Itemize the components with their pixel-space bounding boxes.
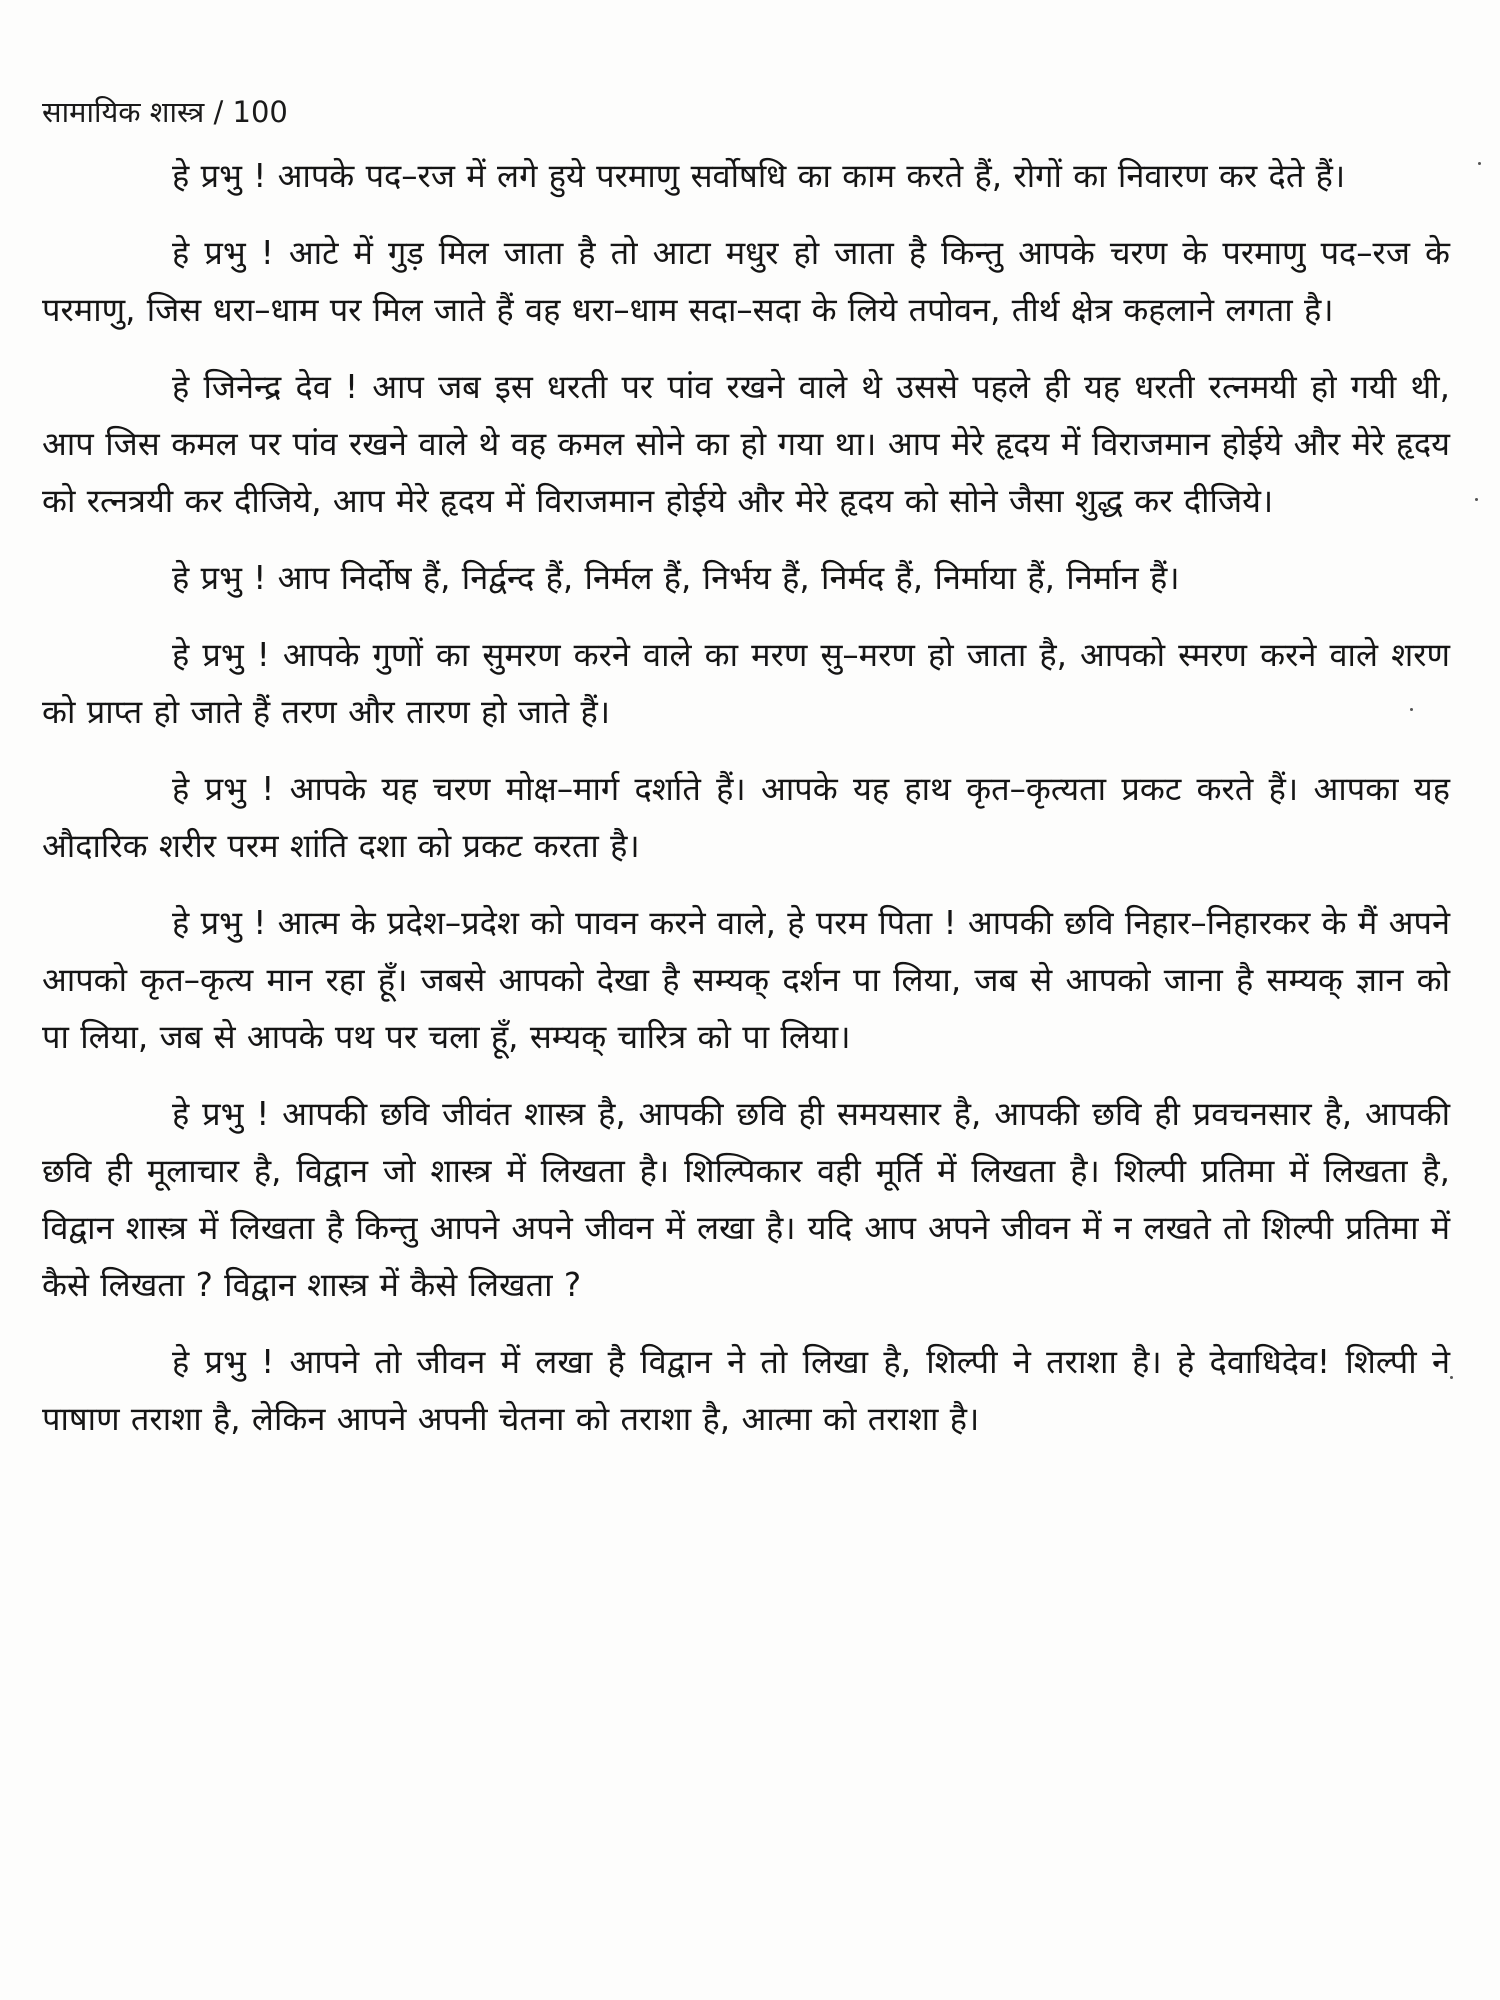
paragraph-1: हे प्रभु ! आपके पद–रज में लगे हुये परमाणु सर्वोषधि का काम करते हैं, रोगों का निवारण कर देते हैं। bbox=[172, 157, 1346, 195]
paragraph-5: हे प्रभु ! आपके गुणों का सुमरण करने वाले का मरण सु–मरण हो जाता है, आपको स्मरण करने वाले शरण को प्राप्त हो जाते हैं तरण और तारण हो जाते हैं। bbox=[42, 636, 1450, 731]
scan-speck bbox=[1478, 162, 1481, 165]
paragraph-6: हे प्रभु ! आपके यह चरण मोक्ष–मार्ग दर्शाते हैं। आपके यह हाथ कृत–कृत्यता प्रकट करते हैं। आपका यह औदारिक शरीर परम शांति दशा को प्रकट करता है। bbox=[42, 770, 1450, 865]
scan-speck bbox=[1475, 498, 1478, 501]
body-text bbox=[42, 148, 1450, 1448]
paragraph-9: हे प्रभु ! आपने तो जीवन में लखा है विद्वान ने तो लिखा है, शिल्पी ने तराशा है। हे देवाधिदेव! शिल्पी ने पाषाण तराशा है, लेकिन आपने अपनी चेतना को तराशा है, आत्मा को तराशा है। bbox=[42, 1343, 1450, 1438]
paragraph-7: हे प्रभु ! आत्म के प्रदेश–प्रदेश को पावन करने वाले, हे परम पिता ! आपकी छवि निहार–निहारकर के मैं अपने आपको कृत–कृत्य मान रहा हूँ। जबसे आपको देखा है सम्यक् दर्शन पा लिया, जब से आपको जाना है सम्यक् ज्ञान को पा लिया, जब से आपके पथ पर चला हूँ, सम्यक् चारित्र को पा लिया। bbox=[42, 904, 1450, 1056]
scan-speck bbox=[1450, 1376, 1453, 1379]
paragraph-3: हे जिनेन्द्र देव ! आप जब इस धरती पर पांव रखने वाले थे उससे पहले ही यह धरती रत्नमयी हो गयी थी, आप जिस कमल पर पांव रखने वाले थे वह कमल सोने का हो गया था। आप मेरे हृदय में विराजमान होईये और मेरे हृदय को रत्नत्रयी कर दीजिये, आप मेरे हृदय में विराजमान होईये और मेरे हृदय को सोने जैसा शुद्ध कर दीजिये। bbox=[42, 368, 1450, 520]
paragraph-4: हे प्रभु ! आप निर्दोष हैं, निर्द्वन्द हैं, निर्मल हैं, निर्भय हैं, निर्मद हैं, निर्माया हैं, निर्मान हैं। bbox=[172, 559, 1180, 597]
paragraph-8: हे प्रभु ! आपकी छवि जीवंत शास्त्र है, आपकी छवि ही समयसार है, आपकी छवि ही प्रवचनसार है, आपकी छवि ही मूलाचार है, विद्वान जो शास्त्र में लिखता है। शिल्पिकार वही मूर्ति में लिखता है। शिल्पी प्रतिमा में लिखता है, विद्वान शास्त्र में लिखता है किन्तु आपने अपने जीवन में लखा है। यदि आप अपने जीवन में न लखते तो शिल्पी प्रतिमा में कैसे लिखता ? विद्वान शास्त्र में कैसे लिखता ? bbox=[42, 1095, 1450, 1304]
running-header: सामायिक शास्त्र / 100 bbox=[42, 95, 288, 129]
scan-speck bbox=[1410, 708, 1413, 711]
paragraph-2: हे प्रभु ! आटे में गुड़ मिल जाता है तो आटा मधुर हो जाता है किन्तु आपके चरण के परमाणु पद–रज के परमाणु, जिस धरा–धाम पर मिल जाते हैं वह धरा–धाम सदा–सदा के लिये तपोवन, तीर्थ क्षेत्र कहलाने लगता है। bbox=[42, 234, 1450, 329]
